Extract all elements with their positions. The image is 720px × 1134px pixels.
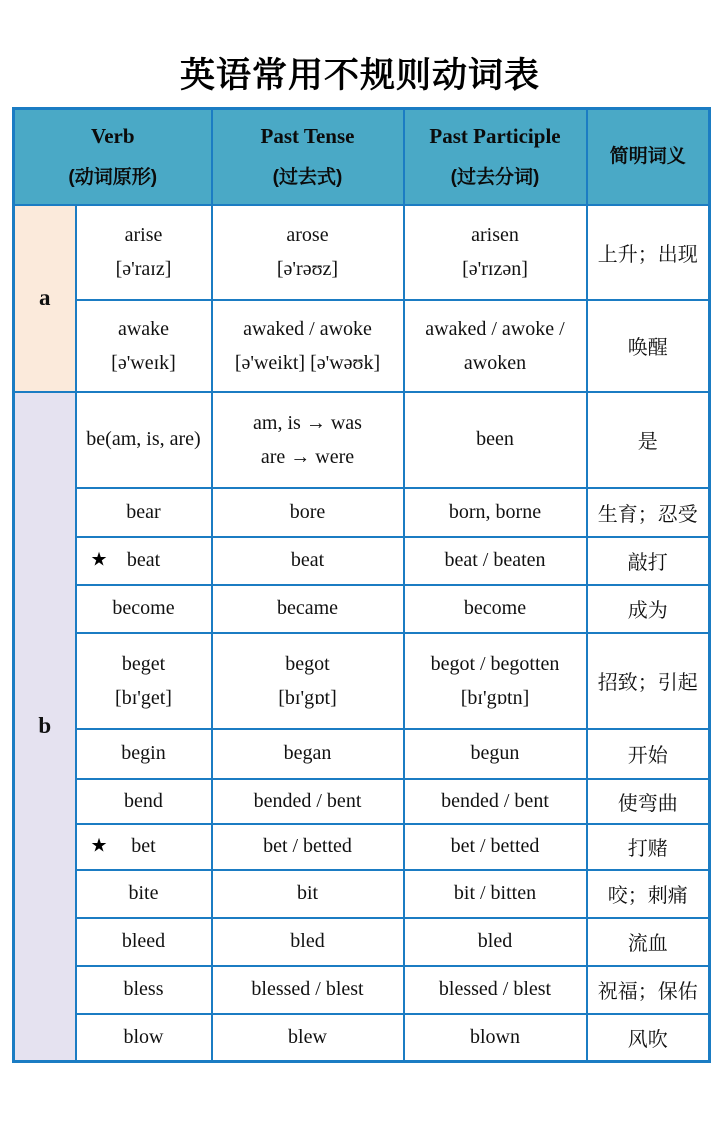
irregular-verbs-table <box>12 107 711 1063</box>
past-participle-cell: blown <box>404 1014 587 1062</box>
past-participle-cell: become <box>404 585 587 633</box>
past-participle-cell: blessed / blest <box>404 966 587 1014</box>
table-row <box>14 824 710 870</box>
table-row <box>14 966 710 1014</box>
header-past-tense <box>212 109 404 205</box>
header-verb-en: Verb <box>90 123 135 148</box>
header-past-participle-zh: (过去分词) <box>450 166 540 188</box>
past-participle-cell: awaked / awoke / awoken <box>404 300 587 392</box>
past-tense-cell: began <box>212 729 404 779</box>
meaning-cell: 上升；出现 <box>587 205 710 300</box>
past-tense-cell: beat <box>212 537 404 585</box>
section-letter-b: b <box>14 392 76 1062</box>
meaning-cell: 是 <box>587 392 710 488</box>
section-letter-a: a <box>14 205 76 392</box>
verb-cell: bleed <box>76 918 212 966</box>
past-tense-cell: am, is → was are → were <box>212 392 404 488</box>
verb-cell: blow <box>76 1014 212 1062</box>
verb-cell: ★ bet <box>76 824 212 870</box>
verb-cell: begin <box>76 729 212 779</box>
verb-cell: bend <box>76 779 212 824</box>
table-row <box>14 205 710 300</box>
table-row <box>14 729 710 779</box>
meaning-cell: 生育；忍受 <box>587 488 710 537</box>
header-past-tense-en: Past Tense <box>260 123 355 148</box>
header-meaning-zh: 简明词义 <box>609 146 686 168</box>
header-past-participle <box>404 109 587 205</box>
verb-cell: arise [ə'raɪz] <box>76 205 212 300</box>
meaning-cell: 招致；引起 <box>587 633 710 729</box>
table-row <box>14 392 710 488</box>
table-row <box>14 1014 710 1062</box>
table-row <box>14 779 710 824</box>
meaning-cell: 敲打 <box>587 537 710 585</box>
verb-cell: bear <box>76 488 212 537</box>
meaning-cell: 打赌 <box>587 824 710 870</box>
past-tense-cell: bended / bent <box>212 779 404 824</box>
verb-cell: bless <box>76 966 212 1014</box>
table-row <box>14 537 710 585</box>
past-tense-cell: bore <box>212 488 404 537</box>
star-icon: ★ <box>90 834 108 857</box>
meaning-cell: 咬；刺痛 <box>587 870 710 918</box>
past-participle-cell: bled <box>404 918 587 966</box>
header-past-tense-zh: (过去式) <box>272 166 343 188</box>
past-participle-cell: born, borne <box>404 488 587 537</box>
page-title: 英语常用不规则动词表 <box>179 56 540 95</box>
table-row <box>14 633 710 729</box>
table-row <box>14 488 710 537</box>
header-meaning <box>587 109 710 205</box>
verb-cell: ★ beat <box>76 537 212 585</box>
past-tense-cell: bit <box>212 870 404 918</box>
meaning-cell: 开始 <box>587 729 710 779</box>
past-participle-cell: beat / beaten <box>404 537 587 585</box>
verb-cell: bite <box>76 870 212 918</box>
verb-cell: be(am, is, are) <box>76 392 212 488</box>
past-tense-cell: became <box>212 585 404 633</box>
table-row <box>14 300 710 392</box>
star-icon: ★ <box>90 548 108 571</box>
table-row <box>14 918 710 966</box>
header-row <box>14 109 710 205</box>
past-tense-cell: blessed / blest <box>212 966 404 1014</box>
meaning-cell: 使弯曲 <box>587 779 710 824</box>
past-participle-cell: bended / bent <box>404 779 587 824</box>
meaning-cell: 成为 <box>587 585 710 633</box>
header-past-participle-en: Past Participle <box>429 123 561 148</box>
verb-cell: become <box>76 585 212 633</box>
past-tense-cell: blew <box>212 1014 404 1062</box>
verb-cell: awake [ə'weɪk] <box>76 300 212 392</box>
past-participle-cell: been <box>404 392 587 488</box>
past-tense-cell: bled <box>212 918 404 966</box>
meaning-cell: 风吹 <box>587 1014 710 1062</box>
past-participle-cell: begun <box>404 729 587 779</box>
table-row <box>14 585 710 633</box>
header-verb-zh: (动词原形) <box>68 166 158 188</box>
verb-cell: beget [bɪ'get] <box>76 633 212 729</box>
meaning-cell: 祝福；保佑 <box>587 966 710 1014</box>
past-tense-cell: begot [bɪ'gɒt] <box>212 633 404 729</box>
past-participle-cell: arisen [ə'rɪzən] <box>404 205 587 300</box>
table-row <box>14 870 710 918</box>
past-tense-cell: arose [ə'rəʊz] <box>212 205 404 300</box>
meaning-cell: 流血 <box>587 918 710 966</box>
meaning-cell: 唤醒 <box>587 300 710 392</box>
past-participle-cell: bit / bitten <box>404 870 587 918</box>
past-tense-cell: awaked / awoke [ə'weikt] [ə'wəʊk] <box>212 300 404 392</box>
past-participle-cell: begot / begotten [bɪ'gɒtn] <box>404 633 587 729</box>
past-tense-cell: bet / betted <box>212 824 404 870</box>
past-participle-cell: bet / betted <box>404 824 587 870</box>
header-verb <box>14 109 212 205</box>
